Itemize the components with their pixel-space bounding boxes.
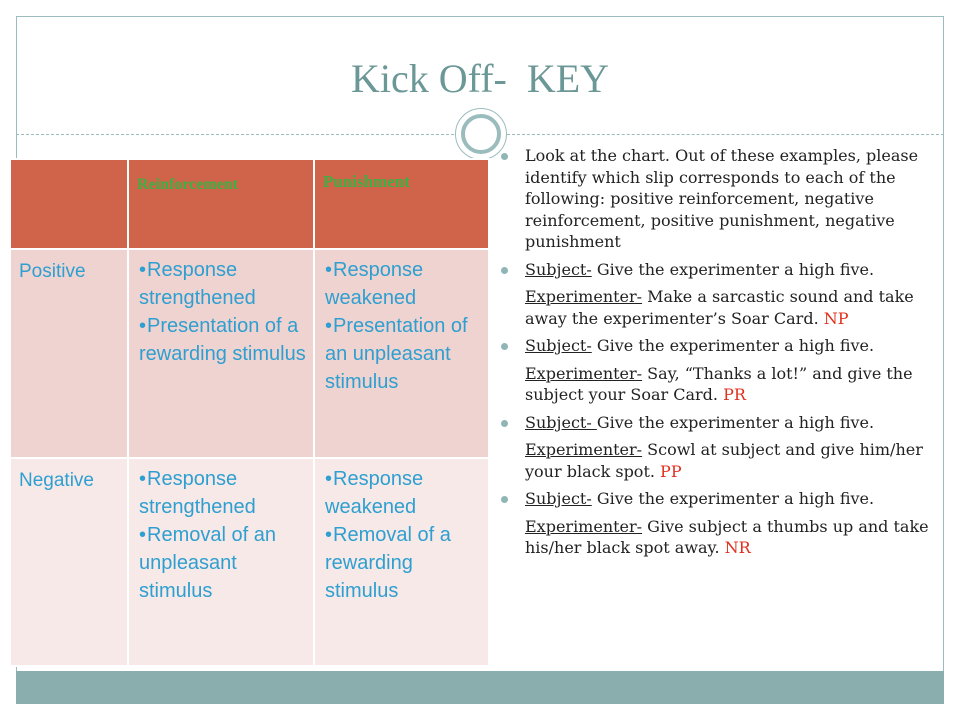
scenario-experimenter bbox=[501, 516, 953, 559]
cell-bullet: • Removal of an unpleasant stimulus bbox=[139, 521, 309, 605]
instructions-panel bbox=[501, 145, 953, 565]
table-row-negative bbox=[10, 458, 489, 666]
cell-bullet: • Response weakened bbox=[325, 256, 484, 312]
circle-ornament-inner-icon bbox=[461, 114, 501, 154]
scenario-experimenter bbox=[501, 439, 953, 482]
scenario-subject bbox=[501, 259, 953, 281]
scenario-subject bbox=[501, 335, 953, 357]
cell-positive-punishment bbox=[314, 249, 489, 458]
header-cell-punishment bbox=[314, 159, 489, 249]
header-cell-reinforcement bbox=[128, 159, 314, 249]
intro-bullet: Look at the chart. Out of these examples, please identify which slip corresponds to each of the following: positive reinforcement, negative reinforcement, positive punishment, negative punishment bbox=[501, 145, 953, 253]
answer-code: PP bbox=[660, 461, 682, 481]
row-label-cell bbox=[10, 458, 128, 666]
experimenter-text: Make a sarcastic sound and take away the experimenter’s Soar Card. bbox=[525, 287, 914, 328]
cell-negative-punishment bbox=[314, 458, 489, 666]
title-divider-left bbox=[16, 134, 454, 135]
table-header-row bbox=[10, 159, 489, 249]
answer-code: PR bbox=[723, 385, 746, 404]
cell-negative-reinforcement bbox=[128, 458, 314, 666]
answer-code: NP bbox=[823, 308, 849, 328]
cell-positive-reinforcement bbox=[128, 249, 314, 458]
row-label-negative: Negative bbox=[19, 470, 94, 491]
experimenter-text: Scowl at subject and give him/her your black spot. bbox=[525, 440, 923, 481]
cell-bullet: • Presentation of an unpleasant stimulus bbox=[325, 312, 484, 396]
scenario-subject bbox=[501, 488, 953, 510]
reinforcement-punishment-table bbox=[9, 158, 490, 667]
scenario-subject bbox=[501, 412, 953, 434]
subject-text: Give the experimenter a high five. bbox=[591, 489, 875, 508]
subject-label: Subject- bbox=[525, 412, 597, 432]
footer-bar bbox=[16, 671, 944, 704]
experimenter-label: Experimenter- bbox=[525, 440, 643, 459]
cell-bullet: • Response strengthened bbox=[139, 256, 309, 312]
row-label-cell bbox=[10, 249, 128, 458]
answer-code: NR bbox=[724, 538, 751, 557]
experimenter-label: Experimenter- bbox=[525, 363, 643, 383]
cell-bullet: • Presentation of a rewarding stimulus bbox=[139, 312, 309, 368]
row-label-positive: Positive bbox=[19, 261, 86, 282]
subject-text: Give the experimenter a high five. bbox=[591, 259, 875, 279]
cell-bullet: • Response strengthened bbox=[139, 465, 309, 521]
experimenter-text: Give subject a thumbs up and take his/her black spot away. bbox=[525, 516, 929, 557]
slide-title: Kick Off- KEY bbox=[350, 56, 610, 101]
scenario-experimenter bbox=[501, 363, 953, 406]
title-divider-right bbox=[507, 134, 944, 135]
subject-label: Subject- bbox=[525, 259, 592, 279]
experimenter-label: Experimenter- bbox=[525, 516, 643, 536]
cell-bullet: • Removal of a rewarding stimulus bbox=[325, 521, 484, 605]
scenario-experimenter bbox=[501, 286, 953, 329]
table-row-positive bbox=[10, 249, 489, 458]
experimenter-text: Say, “Thanks a lot!” and give the subject your Soar Card. bbox=[525, 363, 913, 404]
subject-label: Subject- bbox=[525, 336, 592, 355]
header-punishment-label: Punishment bbox=[323, 172, 410, 191]
experimenter-label: Experimenter- bbox=[525, 287, 643, 306]
header-reinforcement-label: Reinforcement bbox=[137, 176, 238, 193]
subject-text: Give the experimenter a high five. bbox=[591, 336, 875, 355]
cell-bullet: • Response weakened bbox=[325, 465, 484, 521]
subject-text: Give the experimenter a high five. bbox=[596, 412, 875, 432]
header-corner-cell bbox=[10, 159, 128, 249]
subject-label: Subject- bbox=[525, 489, 592, 508]
